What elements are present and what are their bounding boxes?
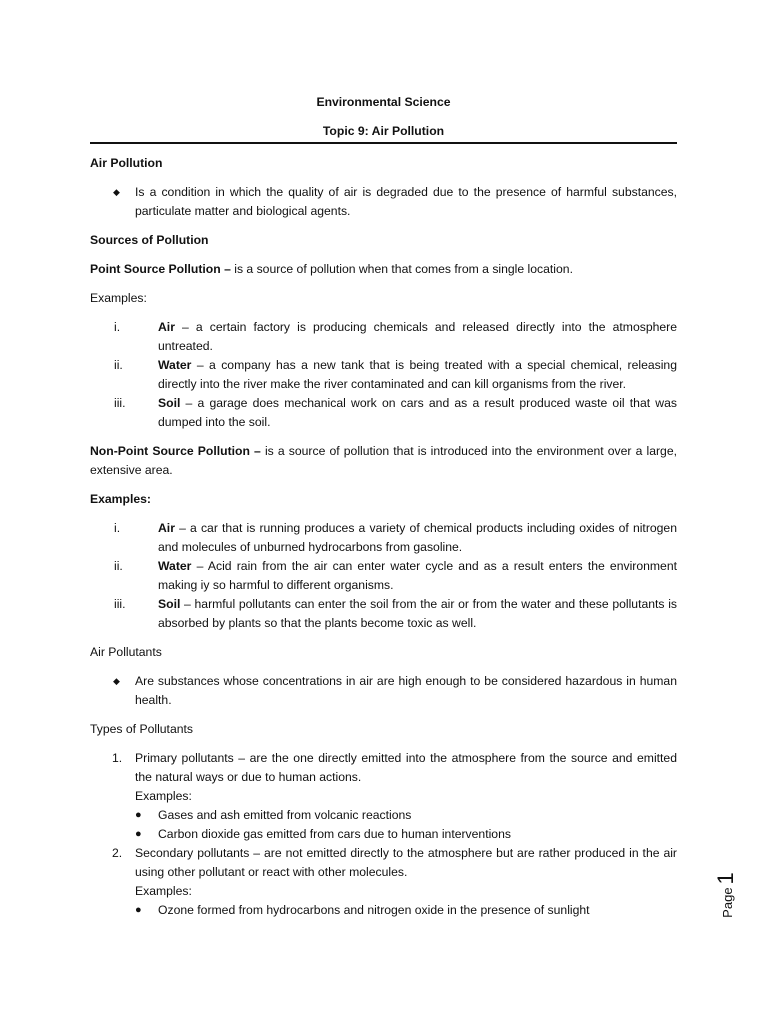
pollutant-type-text: Primary pollutants – are the one directly emitted into the atmosphere from the source and emitted the natural ways or due to human actions. (135, 751, 677, 784)
list-number: iii. (114, 396, 126, 410)
example-term: Air (158, 320, 175, 334)
list-number: i. (114, 521, 121, 535)
air-pollutants-definition: Are substances whose concentrations in air are high enough to be considered hazardous in human health. (135, 674, 677, 707)
air-pollution-definition: Is a condition in which the quality of air is degraded due to the presence of harmful substances, particulate matter and biological agents. (135, 185, 677, 218)
list-item (90, 844, 677, 901)
list-number: i. (114, 320, 121, 334)
air-pollution-heading: Air Pollution (90, 156, 163, 170)
list-number: ii. (114, 358, 123, 372)
examples-label: Examples: (135, 789, 192, 803)
example-term: Soil (158, 597, 181, 611)
example-text: – harmful pollutants can enter the soil from the air or from the water and these pollutants is absorbed by plants so that the plants become toxic as well. (158, 597, 677, 630)
example-term: Soil (158, 396, 181, 410)
list-number: iii. (114, 597, 126, 611)
topic-title: Topic 9: Air Pollution (90, 122, 677, 144)
example-term: Air (158, 521, 175, 535)
list-item (90, 557, 677, 595)
list-number: 2. (112, 846, 123, 860)
list-item (90, 749, 677, 806)
list-item (90, 519, 677, 557)
types-heading: Types of Pollutants (90, 722, 193, 736)
page-number (687, 871, 737, 919)
list-item (90, 318, 677, 356)
point-source-definition (90, 260, 677, 279)
examples-label-bold: Examples: (90, 492, 151, 506)
example-text: – a certain factory is producing chemicals and released directly into the atmosphere untreated. (158, 320, 677, 353)
list-item (113, 183, 677, 221)
dot-bullet-icon: ● (135, 904, 142, 916)
pollutant-type-text: Secondary pollutants – are not emitted directly to the atmosphere but are rather produced in the air using other pollutant or react with other molecules. (135, 846, 677, 879)
list-item (90, 394, 677, 432)
page-label: Page (720, 887, 735, 918)
non-point-source-text: is a source of pollution that is introduced into the environment over a large, extensive area. (90, 444, 677, 477)
example-text: Gases and ash emitted from volcanic reactions (158, 808, 412, 822)
dot-bullet-icon: ● (135, 828, 142, 840)
list-item (135, 806, 677, 825)
example-term: Water (158, 358, 192, 372)
example-text: – a car that is running produces a variety of chemical products including oxides of nitrogen and molecules of unburned hydrocarbons from gasoline. (158, 521, 677, 554)
document-page (90, 93, 677, 920)
document-title: Environmental Science (316, 95, 451, 109)
list-number: ii. (114, 559, 123, 573)
example-text: – a company has a new tank that is being treated with a special chemical, releasing directly into the river make the river contaminated and can kill organisms from the river. (158, 358, 677, 391)
air-pollutants-heading: Air Pollutants (90, 645, 162, 659)
example-text: – Acid rain from the air can enter water cycle and as a result enters the environment making iy so harmful to different organisms. (158, 559, 677, 592)
non-point-source-definition (90, 442, 677, 480)
non-point-source-term: Non-Point Source Pollution – (90, 444, 261, 458)
point-source-text: is a source of pollution when that comes from a single location. (230, 262, 573, 276)
diamond-bullet-icon: ◆ (113, 676, 120, 686)
point-source-term: Point Source Pollution – (90, 262, 231, 276)
list-item (113, 672, 677, 710)
example-text: Carbon dioxide gas emitted from cars due to human interventions (158, 827, 511, 841)
list-item (135, 901, 677, 920)
list-item (135, 825, 677, 844)
example-text: – a garage does mechanical work on cars and as a result produced waste oil that was dumped into the soil. (158, 396, 677, 429)
dot-bullet-icon: ● (135, 809, 142, 821)
list-item (90, 356, 677, 394)
examples-label: Examples: (135, 884, 192, 898)
page-number-value: 1 (713, 872, 738, 885)
examples-label: Examples: (90, 291, 147, 305)
sources-heading: Sources of Pollution (90, 233, 209, 247)
list-number: 1. (112, 751, 123, 765)
diamond-bullet-icon: ◆ (113, 187, 120, 197)
example-term: Water (158, 559, 192, 573)
list-item (90, 595, 677, 633)
example-text: Ozone formed from hydrocarbons and nitrogen oxide in the presence of sunlight (158, 903, 590, 917)
